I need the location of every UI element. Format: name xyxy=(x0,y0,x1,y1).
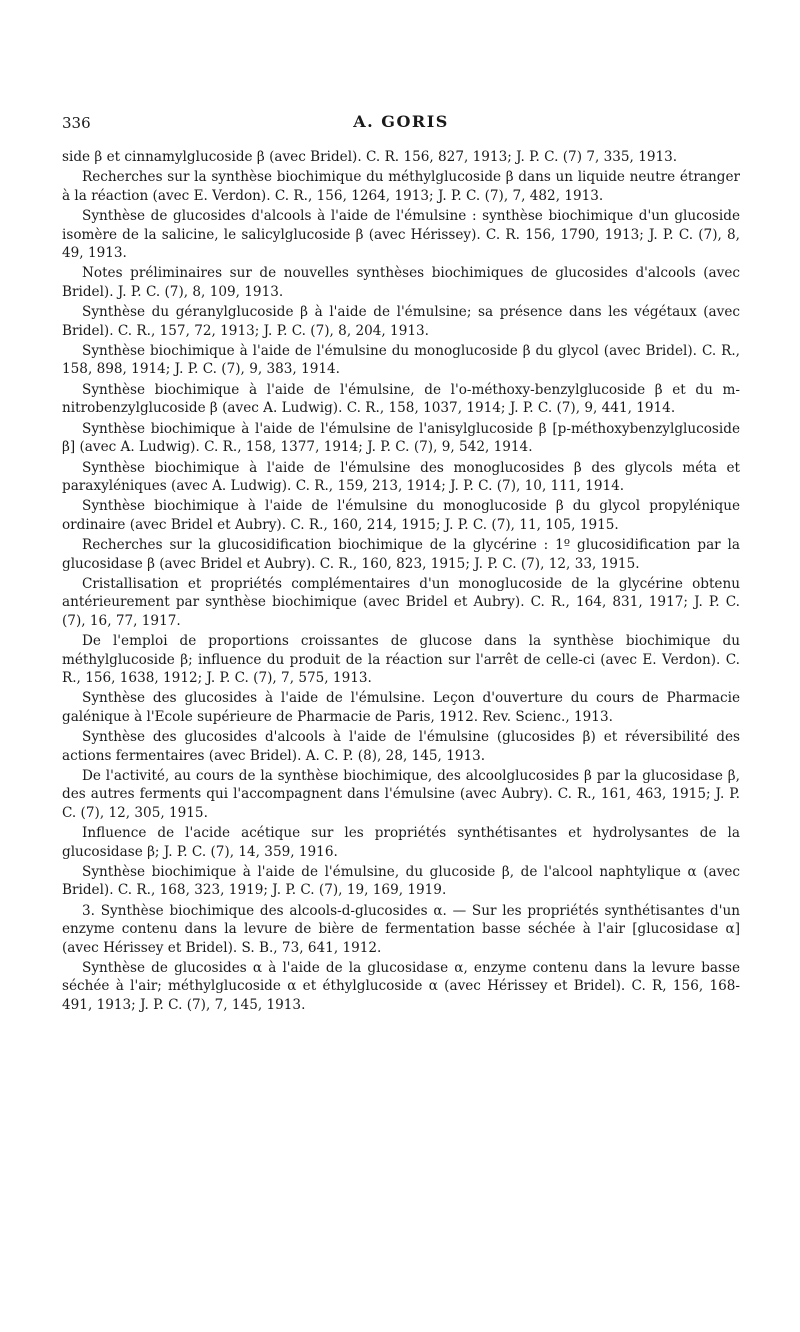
bibliography-entry: Synthèse de glucosides α à l'aide de la glucosidase α, enzyme contenu dans la levure basse séchée à l'air; méthylglucoside α et éthylglucoside α (avec Hérissey et Bridel). C. R, 156, 168-491, 1913; J. P. C. (7), 7, 145, 1913. xyxy=(62,960,740,1013)
bibliography-entry: De l'emploi de proportions croissantes de glucose dans la synthèse biochimique du méthylglucoside β; influence du produit de la réaction sur l'arrêt de celle-ci (avec E. Verdon). C. R., 156, 1638, 1912; J. P. C. (7), 7, 575, 1913. xyxy=(62,633,740,686)
bibliography-entry: Recherches sur la glucosidification biochimique de la glycérine : 1º glucosidification par la glucosidase β (avec Bridel et Aubry). C. R., 160, 823, 1915; J. P. C. (7), 12, 33, 1915. xyxy=(62,537,740,572)
bibliography-entry: Recherches sur la synthèse biochimique du méthylglucoside β dans un liquide neutre étranger à la réaction (avec E. Verdon). C. R., 156, 1264, 1913; J. P. C. (7), 7, 482, 1913. xyxy=(62,169,740,204)
bibliography-entry: Synthèse biochimique à l'aide de l'émulsine des monoglucosides β des glycols méta et paraxyléniques (avec A. Ludwig). C. R., 159, 213, 1914; J. P. C. (7), 10, 111, 1914. xyxy=(62,459,740,494)
bibliography-entry: 3. Synthèse biochimique des alcools-d-glucosides α. — Sur les propriétés synthétisantes d'un enzyme contenu dans la levure de bière de fermentation basse séchée à l'air [glucosidase α] (avec Hérissey et Bridel). S. B., 73, 641, 1912. xyxy=(62,902,740,956)
bibliography-entry: De l'activité, au cours de la synthèse biochimique, des alcoolglucosides β par la glucosidase β, des autres ferments qui l'accompagnent dans l'émulsine (avec Aubry). C. R., 161, 463, 1915; J. P. C. (7), 12, 305, 1915. xyxy=(62,768,740,821)
bibliography-entry: Synthèse biochimique à l'aide de l'émulsine, de l'o-méthoxy-benzylglucoside β et du m-nitrobenzylglucoside β (avec A. Ludwig). C. R., 158, 1037, 1914; J. P. C. (7), 9, 441, 1914. xyxy=(62,381,740,417)
bibliography-entry: side β et cinnamylglucoside β (avec Bridel). C. R. 156, 827, 1913; J. P. C. (7) 7, 335, 1913. xyxy=(62,149,678,165)
bibliography-entry: Synthèse biochimique à l'aide de l'émulsine du monoglucoside β du glycol (avec Bridel). C. R., 158, 898, 1914; J. P. C. (7), 9, 383, 1914. xyxy=(62,343,740,378)
bibliography-entry: Synthèse de glucosides d'alcools à l'aide de l'émulsine : synthèse biochimique d'un glucoside isomère de la salicine, le salicylglucoside β (avec Hérissey). C. R. 156, 1790, 1913; J. P. C. (7), 8, 49, 1913. xyxy=(62,208,740,262)
bibliography-list xyxy=(62,148,740,1016)
bibliography-entry: Synthèse des glucosides à l'aide de l'émulsine. Leçon d'ouverture du cours de Pharmacie galénique à l'Ecole supérieure de Pharmacie de Paris, 1912. Rev. Scienc., 1913. xyxy=(62,690,740,725)
bibliography-entry: Notes préliminaires sur de nouvelles synthèses biochimiques de glucosides d'alcools (avec Bridel). J. P. C. (7), 8, 109, 1913. xyxy=(62,265,740,300)
bibliography-entry: Synthèse biochimique à l'aide de l'émulsine du monoglucoside β du glycol propylénique ordinaire (avec Bridel et Aubry). C. R., 160, 214, 1915; J. P. C. (7), 11, 105, 1915. xyxy=(62,498,740,533)
page-header xyxy=(62,114,740,138)
bibliography-entry: Synthèse des glucosides d'alcools à l'aide de l'émulsine (glucosides β) et réversibilité des actions fermentaires (avec Bridel). A. C. P. (8), 28, 145, 1913. xyxy=(62,729,740,764)
page-number: 336 xyxy=(62,114,91,132)
running-head: A. GORIS xyxy=(353,112,449,131)
bibliography-entry: Cristallisation et propriétés complémentaires d'un monoglucoside de la glycérine obtenu antérieurement par synthèse biochimique (avec Bridel et Aubry). C. R., 164, 831, 1917; J. P. C. (7), 16, 77, 1917. xyxy=(62,575,740,629)
bibliography-entry: Synthèse du géranylglucoside β à l'aide de l'émulsine; sa présence dans les végétaux (avec Bridel). C. R., 157, 72, 1913; J. P. C. (7), 8, 204, 1913. xyxy=(62,304,740,339)
bibliography-entry: Synthèse biochimique à l'aide de l'émulsine de l'anisylglucoside β [p-méthoxybenzylglucoside β] (avec A. Ludwig). C. R., 158, 1377, 1914; J. P. C. (7), 9, 542, 1914. xyxy=(62,420,740,456)
bibliography-entry: Influence de l'acide acétique sur les propriétés synthétisantes et hydrolysantes de la glucosidase β; J. P. C. (7), 14, 359, 1916. xyxy=(62,825,740,860)
bibliography-entry: Synthèse biochimique à l'aide de l'émulsine, du glucoside β, de l'alcool naphtylique α (avec Bridel). C. R., 168, 323, 1919; J. P. C. (7), 19, 169, 1919. xyxy=(62,864,740,899)
